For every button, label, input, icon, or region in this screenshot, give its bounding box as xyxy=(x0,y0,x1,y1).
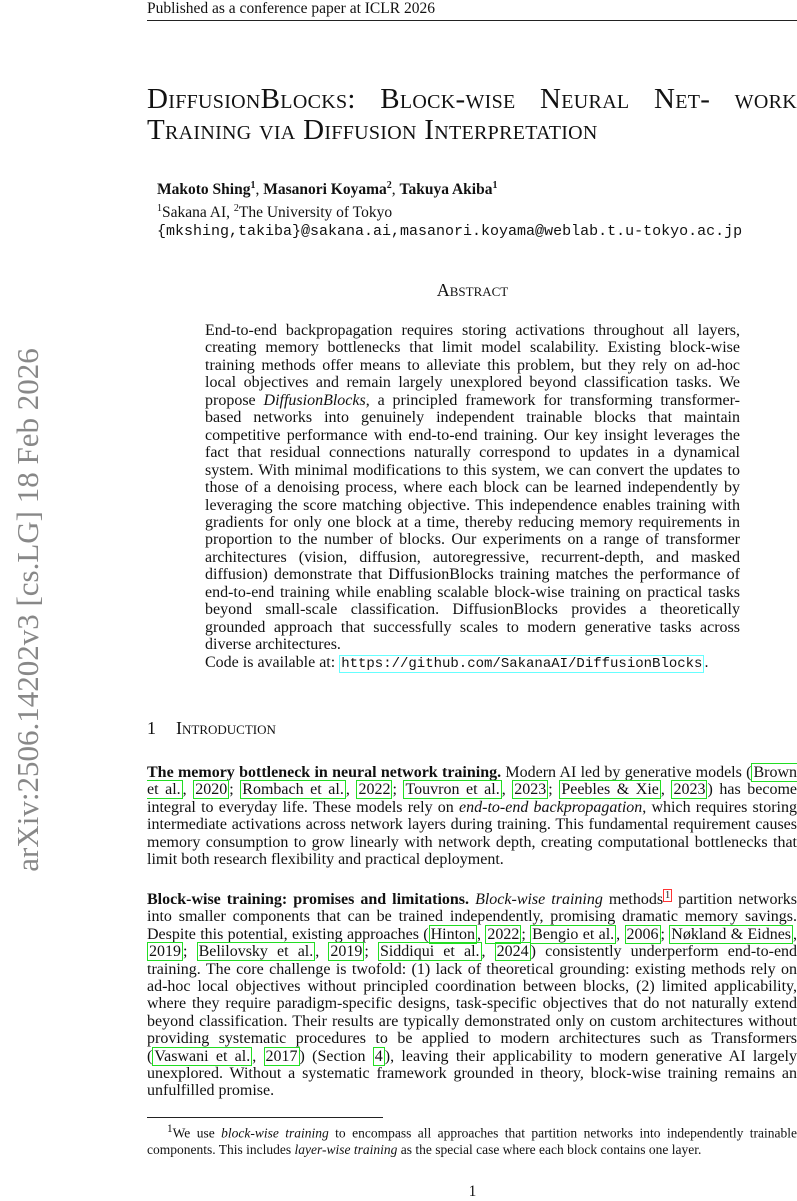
text: ) has become integral to everyday life. These models rely on xyxy=(147,781,797,816)
italic-text: Block-wise training xyxy=(475,891,603,908)
citation-link[interactable]: Belilovsky et al. xyxy=(198,943,314,961)
citation-link[interactable]: 2023 xyxy=(673,781,706,799)
citation-link[interactable]: 2019 xyxy=(330,943,363,961)
text: , xyxy=(345,781,357,799)
text: , a principled framework for transforming transformer-based networks into genuinely independent trainable blocks that maintain competitive performance with end-to-end training. Our key insight leverages the fact that residual connections naturally correspond to updates in a dynamical system. With minimal modifications to this system, we can convert the updates to those of a denoising process, where each block can be learned independently by leveraging the score matching objective. This independence enables training with gradients for only one block at a time, thereby reducing memory requirements in proportion to the number of blocks. Our experiments on a range of transformer architectures (vision, diffusion, autoregressive, recurrent-depth, and masked diffusion) demonstrate that DiffusionBlocks training matches the performance of end-to-end training while enabling scalable block-wise training on practical tasks beyond small-scale classification. DiffusionBlocks provides a theoretically grounded approach that successfully scales to modern generative tasks across diverse architectures. xyxy=(205,391,740,654)
citation-link[interactable]: 2006 xyxy=(626,925,659,943)
citation-link[interactable]: 2017 xyxy=(265,1047,298,1065)
footnote xyxy=(147,1121,797,1158)
citation-link[interactable]: 2023 xyxy=(514,781,547,799)
text: ; xyxy=(229,781,241,799)
text: to encompass all approaches that partition networks into independently trainable components. This includes xyxy=(147,1125,797,1157)
text: Modern AI led by generative models ( xyxy=(501,764,752,781)
text: as the special case where each block contains one layer. xyxy=(397,1141,702,1157)
author-emails: {mkshing,takiba}@sakana.ai,masanori.koyama@weblab.t.u-tokyo.ac.jp xyxy=(157,223,743,241)
citation-link[interactable]: Brown et al. xyxy=(147,764,797,799)
text: ; xyxy=(660,925,670,943)
text: , xyxy=(793,925,797,943)
running-header: Published as a conference paper at ICLR 2026 xyxy=(147,0,435,17)
bold-run-in-heading: Block-wise training: promises and limitations. xyxy=(147,891,470,908)
text: ; xyxy=(521,925,531,943)
text: partition networks into smaller components that can be trained independently, promising dramatic memory savings. Despite this potential, existing approaches ( xyxy=(147,891,797,943)
text: ) consistently underperform end-to-end training. The core challenge is twofold: (1) lack of theoretical grounding: existing methods rely on ad-hoc local objectives without principled coordination between blocks, (2) limited applicability, where they require paradigm-specific designs, task-specific objectives that do not naturally extend beyond classification. Their results are typically demonstrated only on custom architectures without providing systematic procedures to be applied to modern architectures such as Transformers ( xyxy=(147,943,797,1065)
citation-link[interactable]: 2024 xyxy=(496,943,529,961)
intro-paragraph-2 xyxy=(147,891,797,1100)
code-availability: Code is available at: https://github.com/SakanaAI/DiffusionBlocks . xyxy=(205,654,709,672)
text: , xyxy=(660,781,672,799)
text: ; xyxy=(392,781,404,799)
italic-text: DiffusionBlocks xyxy=(263,391,366,409)
author: Masanori Koyama$^2$ xyxy=(263,180,392,199)
intro-paragraph-1 xyxy=(147,764,797,868)
footnote-ref[interactable]: 1 xyxy=(665,889,671,901)
citation-link[interactable]: Nøkland & Eidnes xyxy=(671,925,792,943)
italic-text: end-to-end backpropagation xyxy=(459,798,643,816)
page-number: 1 xyxy=(468,1183,477,1200)
author-block xyxy=(157,176,742,241)
citation-link[interactable]: Bengio et al. xyxy=(532,925,615,943)
author: Takuya Akiba$^1$ xyxy=(399,180,498,199)
text: ), leaving their applicability to modern generative AI largely unexplored. Without a systematic framework grounded in theory, block-wise training remains an unfulfilled promise. xyxy=(147,1047,797,1100)
text: , xyxy=(315,943,329,961)
text: ; xyxy=(548,781,560,799)
header-rule xyxy=(147,20,797,21)
arxiv-identifier: arXiv:2506.14202v3 [cs.LG] 18 Feb 2026 xyxy=(10,348,45,872)
text: methods xyxy=(602,891,664,908)
text: We use xyxy=(172,1125,222,1141)
author-names: Makoto Shing$^1$, Masanori Koyama$^2$, Takuya Akiba$^1$ xyxy=(157,180,498,199)
footnote-rule xyxy=(147,1117,383,1118)
affiliations: $^1$Sakana AI, $^2$The University of Tokyo xyxy=(157,203,393,222)
text: , xyxy=(501,781,513,799)
citation-link[interactable]: 2020 xyxy=(195,781,228,799)
text: , xyxy=(477,925,486,943)
italic-text: layer-wise training xyxy=(294,1141,398,1157)
abstract-heading: Abstract xyxy=(436,280,509,300)
text: ; xyxy=(183,943,197,961)
section-heading: 1 Introduction xyxy=(147,718,276,738)
text: ; xyxy=(364,943,378,961)
text: ) (Section xyxy=(299,1047,373,1065)
text: , xyxy=(481,943,495,961)
text: , xyxy=(252,1047,264,1065)
text: , xyxy=(182,781,194,799)
citation-link[interactable]: Peebles & Xie xyxy=(561,781,659,799)
author: Makoto Shing$^1$ xyxy=(157,180,256,199)
footnote-mark: 1 xyxy=(167,1123,173,1135)
code-link[interactable]: https://github.com/SakanaAI/DiffusionBlocks xyxy=(341,656,703,672)
citation-link[interactable]: Touvron et al. xyxy=(405,781,500,799)
text: , xyxy=(616,925,625,943)
citation-link[interactable]: Rombach et al. xyxy=(242,781,344,799)
text: , which requires storing intermediate activations across network layers during training. This fundamental requirement causes memory consumption to grow linearly with network depth, creating computational bottlenecks that limit both research flexibility and practical deployment. xyxy=(147,798,797,869)
bold-run-in-heading: The memory bottleneck in neural network training. xyxy=(147,764,502,781)
citation-link[interactable]: 2022 xyxy=(487,925,520,943)
paper-title: DiffusionBlocks: Block-wise Neural Net- work Training via Diffusion Interpretation xyxy=(147,83,797,146)
text: End-to-end backpropagation requires storing activations throughout all layers, creating memory bottlenecks that limit model scalability. Existing block-wise training methods offer means to alleviate this problem, but they rely on ad-hoc local objectives and remain largely unexplored beyond classification tasks. We propose xyxy=(205,322,740,409)
italic-text: block-wise training xyxy=(221,1125,329,1141)
citation-link[interactable]: 2019 xyxy=(149,943,181,961)
citation-link[interactable]: Vaswani et al. xyxy=(154,1047,251,1065)
citation-link[interactable]: Siddiqui et al. xyxy=(379,943,480,961)
abstract-body xyxy=(205,322,740,654)
citation-link[interactable]: Hinton xyxy=(430,925,476,943)
citation-link[interactable]: 4 xyxy=(374,1047,383,1065)
citation-link[interactable]: 2022 xyxy=(358,781,391,799)
